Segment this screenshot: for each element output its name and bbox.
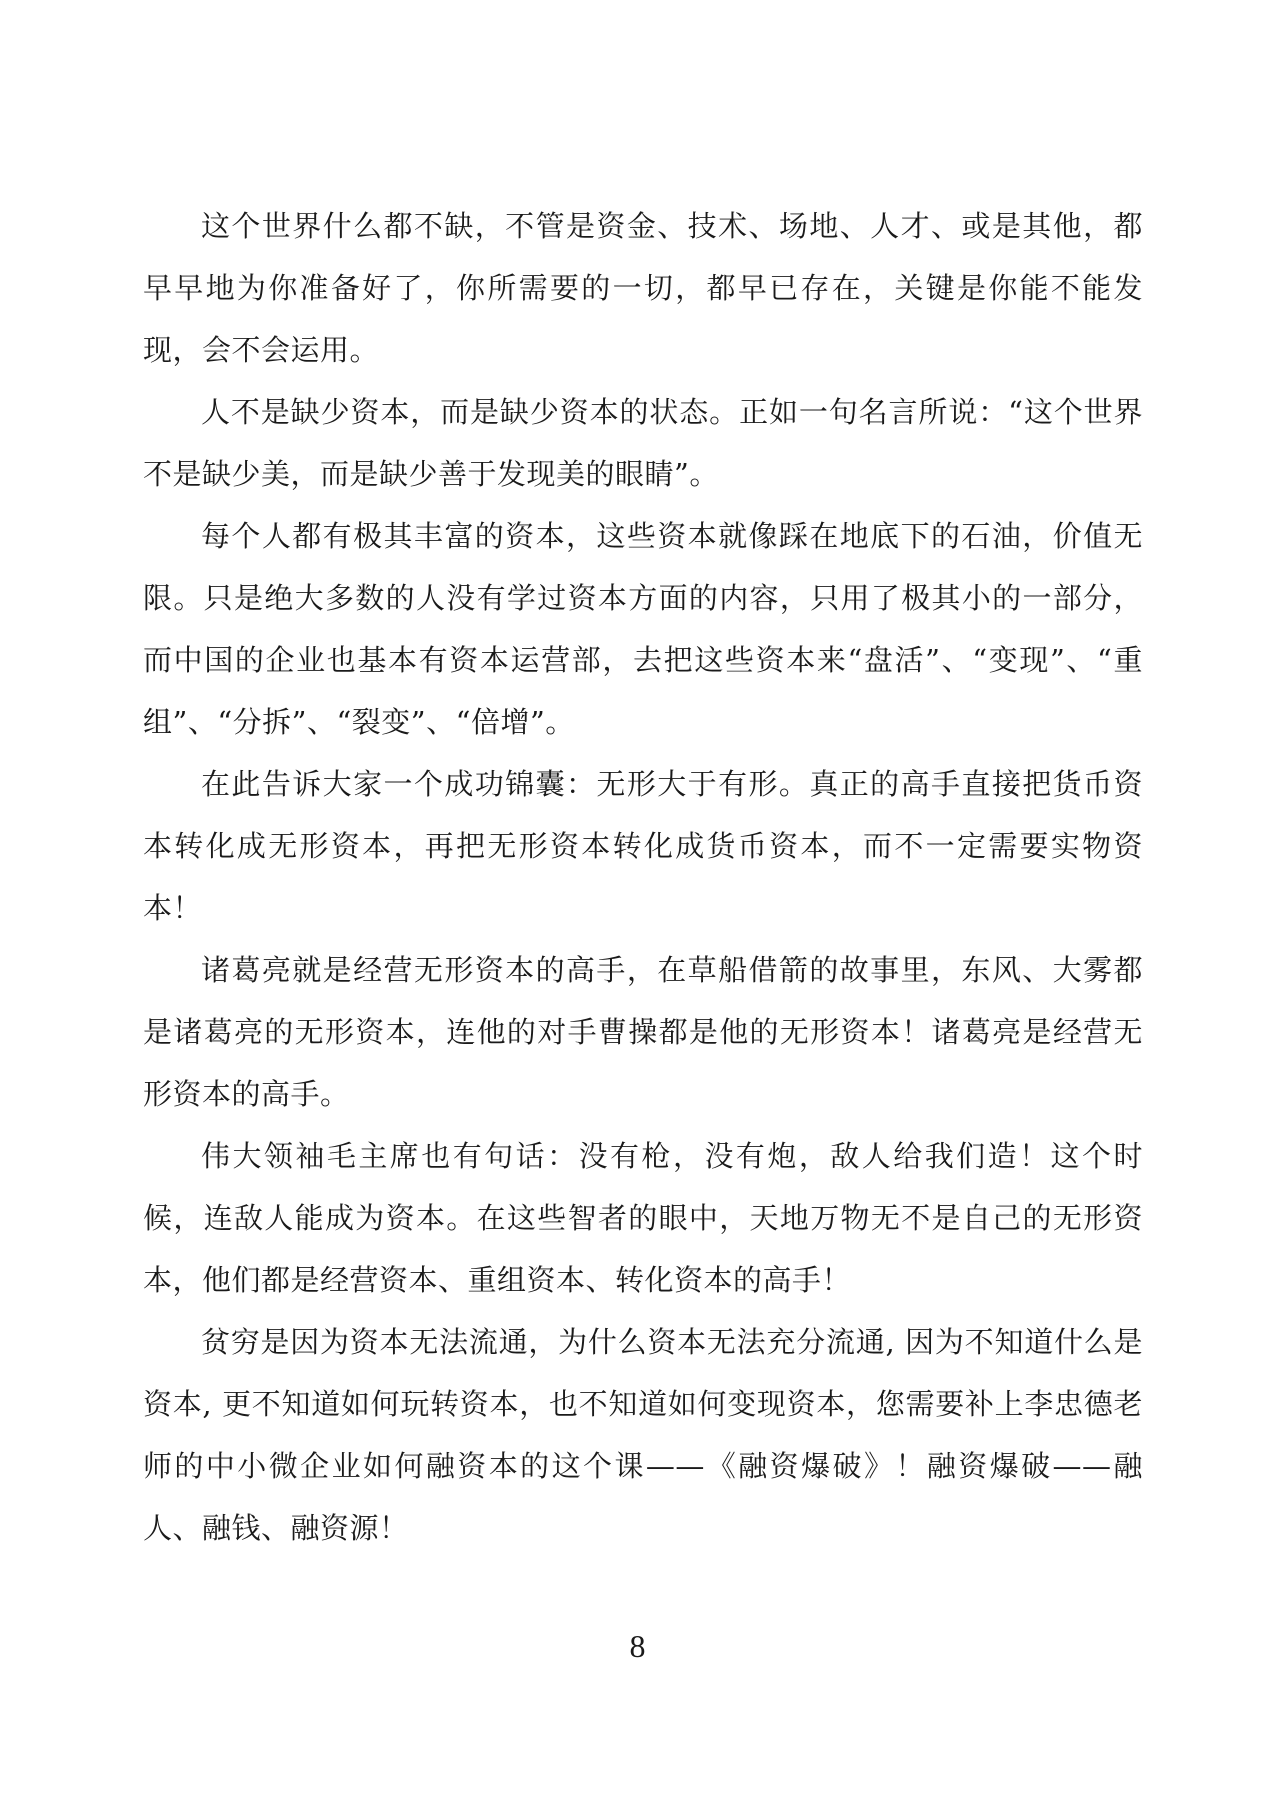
page-body bbox=[143, 195, 1143, 1559]
page-number: 8 bbox=[629, 1628, 646, 1664]
paragraph-1: 这个世界什么都不缺，不管是资金、技术、场地、人才、或是其他，都早早地为你准备好了，你所需要的一切，都早已存在，关键是你能不能发现，会不会运用。 bbox=[143, 209, 1143, 367]
paragraph-6: 伟大领袖毛主席也有句话：没有枪，没有炮，敌人给我们造！这个时候，连敌人能成为资本。在这些智者的眼中，天地万物无不是自己的无形资本，他们都是经营资本、重组资本、转化资本的高手！ bbox=[143, 1139, 1143, 1297]
paragraph-5: 诸葛亮就是经营无形资本的高手，在草船借箭的故事里，东风、大雾都是诸葛亮的无形资本，连他的对手曹操都是他的无形资本！诸葛亮是经营无形资本的高手。 bbox=[143, 953, 1143, 1111]
paragraph-7: 贫穷是因为资本无法流通，为什么资本无法充分流通, 因为不知道什么是资本, 更不知道如何玩转资本，也不知道如何变现资本，您需要补上李忠德老师的中小微企业如何融资本的这个课——《融资爆破》！融资爆破——融人、融钱、融资源！ bbox=[143, 1325, 1143, 1545]
paragraph-2: 人不是缺少资本，而是缺少资本的状态。正如一句名言所说：“这个世界不是缺少美，而是缺少善于发现美的眼睛”。 bbox=[143, 395, 1143, 491]
paragraph-4: 在此告诉大家一个成功锦囊：无形大于有形。真正的高手直接把货币资本转化成无形资本，再把无形资本转化成货币资本，而不一定需要实物资本！ bbox=[143, 767, 1143, 925]
paragraph-3: 每个人都有极其丰富的资本，这些资本就像踩在地底下的石油，价值无限。只是绝大多数的人没有学过资本方面的内容，只用了极其小的一部分，而中国的企业也基本有资本运营部，去把这些资本来“盘活”、“变现”、“重组”、“分拆”、“裂变”、“倍增”。 bbox=[143, 519, 1143, 739]
